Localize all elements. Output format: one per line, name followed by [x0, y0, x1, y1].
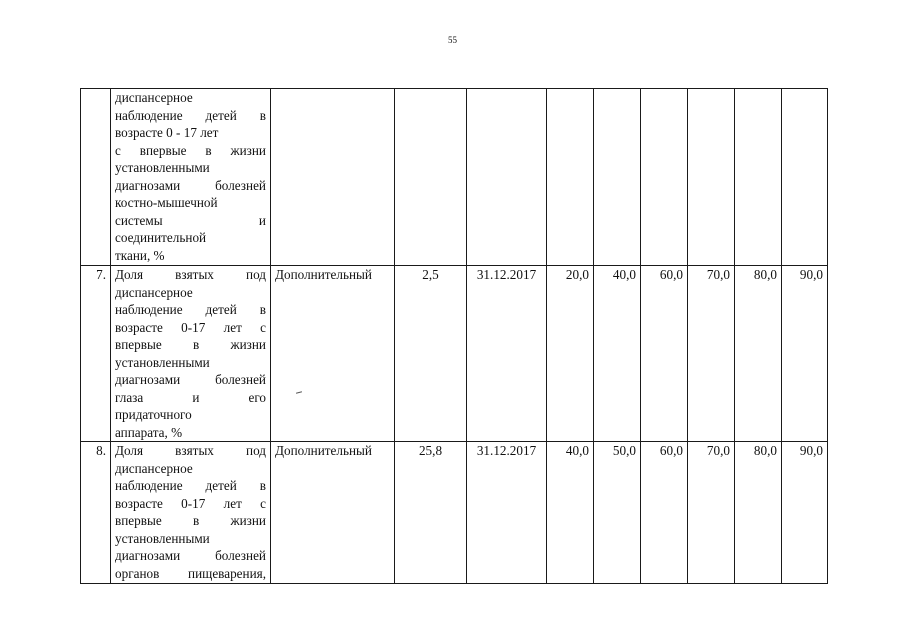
indicator-name-line: глаза и его [115, 389, 266, 405]
indicator-type-cell [271, 89, 395, 266]
row-number-cell [81, 89, 111, 266]
base-value-cell: 25,8 [395, 442, 467, 584]
indicator-name-line: диспансерное [115, 284, 193, 300]
target-value-cell: 60,0 [641, 442, 688, 584]
indicator-name-line: системы и [115, 212, 266, 228]
target-value-cell [782, 89, 828, 266]
target-value-cell: 90,0 [782, 442, 828, 584]
table-row [81, 89, 828, 266]
indicator-name-cell [111, 442, 271, 584]
indicator-name-line: возрасте 0 - 17 лет [115, 125, 219, 140]
target-value-cell: 70,0 [688, 266, 735, 442]
indicator-name-line: соединительной [115, 230, 207, 245]
target-value-cell: 40,0 [547, 442, 594, 584]
target-value-cell: 20,0 [547, 266, 594, 442]
base-date-cell [467, 89, 547, 266]
target-value-cell [547, 89, 594, 266]
indicator-name-line: аппарата, % [115, 424, 183, 440]
indicator-name-line: диагнозами болезней [115, 372, 266, 387]
base-value-cell: 2,5 [395, 266, 467, 442]
indicator-name-line: диспансерное [115, 90, 193, 105]
indicators-table [80, 88, 828, 584]
indicator-name-line: диагнозами болезней [115, 177, 266, 193]
target-value-cell: 70,0 [688, 442, 735, 584]
page-number: 55 [448, 35, 457, 45]
indicator-name-line: органов пищеварения, [115, 565, 266, 581]
target-value-cell: 80,0 [735, 442, 782, 584]
indicator-name-line: ткани, % [115, 247, 165, 263]
target-value-cell: 60,0 [641, 266, 688, 442]
base-value-cell [395, 89, 467, 266]
target-value-cell [735, 89, 782, 266]
indicator-name-cell [111, 89, 271, 266]
target-value-cell: 40,0 [594, 266, 641, 442]
target-value-cell [688, 89, 735, 266]
indicator-name-cell [111, 266, 271, 442]
indicator-name-line: наблюдение детей в [115, 478, 266, 493]
indicator-name-line: установленными [115, 530, 210, 546]
indicator-name-line: возрасте 0-17 лет с [115, 319, 266, 335]
table-row [81, 266, 828, 442]
base-date-cell: 31.12.2017 [467, 442, 547, 584]
row-number-cell: 7. [81, 266, 111, 442]
indicator-name-line: диагнозами болезней [115, 548, 266, 563]
indicator-name-line: костно-мышечной [115, 195, 218, 210]
target-value-cell [594, 89, 641, 266]
base-date-cell: 31.12.2017 [467, 266, 547, 442]
indicator-name-line: с впервые в жизни [115, 142, 266, 158]
indicator-name-line: установленными [115, 160, 210, 175]
indicator-name-line: возрасте 0-17 лет с [115, 495, 266, 511]
target-value-cell: 80,0 [735, 266, 782, 442]
indicator-name-line: придаточного [115, 407, 192, 422]
indicator-name-line: диспансерное [115, 460, 193, 476]
target-value-cell [641, 89, 688, 266]
indicator-type-cell: Дополнительный [271, 266, 395, 442]
indicator-name-line: впервые в жизни [115, 337, 266, 352]
target-value-cell: 90,0 [782, 266, 828, 442]
table-row [81, 442, 828, 584]
indicator-name-line: Доля взятых под [115, 443, 266, 458]
indicator-name-line: наблюдение детей в [115, 302, 266, 317]
indicator-name-line: впервые в жизни [115, 513, 266, 528]
indicator-name-line: установленными [115, 354, 210, 370]
indicator-name-line: наблюдение детей в [115, 107, 266, 123]
row-number-cell: 8. [81, 442, 111, 584]
indicator-type-cell: Дополнительный [271, 442, 395, 584]
target-value-cell: 50,0 [594, 442, 641, 584]
indicator-name-line: Доля взятых под [115, 267, 266, 282]
